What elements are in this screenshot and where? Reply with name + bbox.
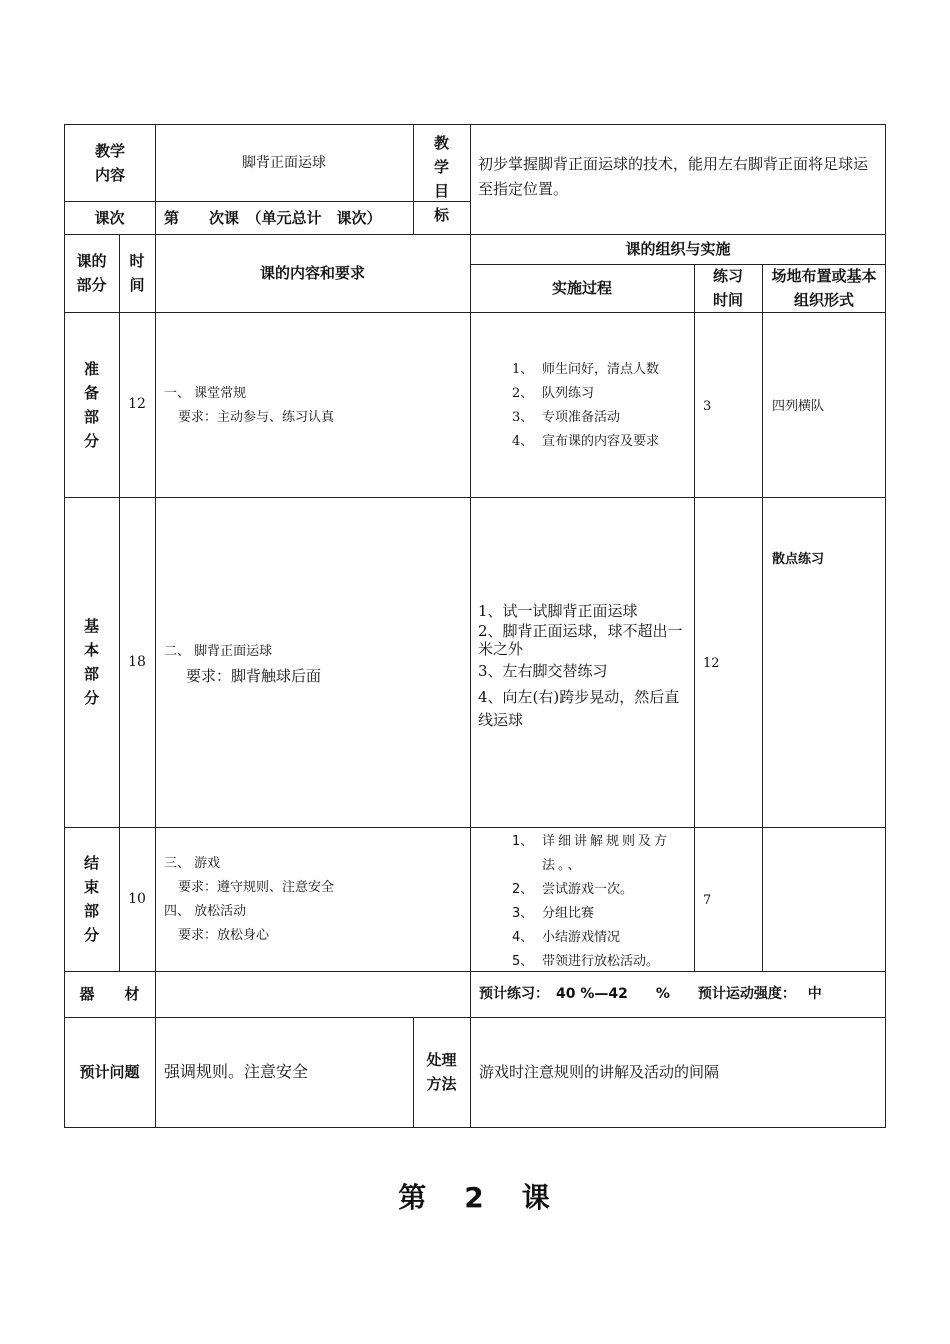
list-item: 2、 队列练习	[512, 386, 595, 401]
list-item: 3、 分组比赛	[512, 906, 595, 921]
col-process: 实施过程	[551, 279, 612, 297]
lesson-no-value: 第 次课 （单元总计 课次）	[164, 208, 382, 227]
row-main-practice-time: 12	[703, 656, 720, 671]
issues-value: 强调规则。注意安全	[164, 1062, 309, 1082]
equipment-label: 器 材	[79, 985, 140, 1003]
row-end-time: 10	[128, 890, 146, 907]
row-main-part: 基本部分	[83, 617, 99, 707]
teach-goal-value: 初步掌握脚背正面运球的技术，能用左右脚背正面将足球运至指定位置。	[478, 155, 869, 198]
list-item: 4、向左(右)跨步晃动，然后直线运球	[478, 688, 680, 729]
teach-goal-label: 教学目标	[433, 134, 449, 224]
col-org-group: 课的组织与实施	[625, 240, 731, 258]
handling-label: 处理方法	[426, 1051, 457, 1093]
content-line: 要求：脚背触球后面	[186, 667, 322, 685]
next-lesson-title: 第 2 课	[398, 1181, 552, 1214]
row-main-content	[164, 640, 464, 688]
row-end-part: 结束部分	[83, 854, 99, 944]
list-item: 4、 小结游戏情况	[512, 930, 621, 945]
row-prep-part: 准备部分	[83, 359, 99, 450]
list-item: 4、 宣布课的内容及要求	[512, 434, 660, 449]
content-line: 一、 课堂常规	[164, 386, 247, 401]
content-line: 四、 放松活动	[164, 904, 247, 919]
equipment-summary: 预计练习： 40 %—42 % 预计运动强度： 中	[479, 985, 822, 1002]
content-line: 要求：主动参与、练习认真	[178, 410, 335, 425]
lesson-no-label: 课次	[94, 208, 125, 227]
list-item: 3、 专项准备活动	[512, 410, 621, 425]
list-item: 3、左右脚交替练习	[478, 662, 608, 680]
row-end-practice-time: 7	[703, 893, 712, 908]
content-line: 三、 游戏	[164, 856, 221, 871]
col-formation: 场地布置或基本组织形式	[771, 267, 877, 309]
row-end-steps	[512, 830, 690, 974]
row-main-steps	[478, 602, 690, 732]
list-item: 1、试一试脚背正面运球	[478, 602, 638, 620]
col-content: 课的内容和要求	[259, 264, 365, 282]
row-prep-steps	[512, 358, 692, 454]
list-item: 1、 师生问好，清点人数	[512, 362, 660, 377]
list-item: 5、 带领进行放松活动。	[512, 954, 660, 969]
col-time: 时间	[129, 252, 145, 294]
col-practice-time: 练习时间	[712, 267, 743, 309]
row-prep-formation: 四列横队	[772, 399, 825, 414]
list-item: 2、 尝试游戏一次。	[512, 882, 634, 897]
content-line: 二、 脚背正面运球	[164, 644, 273, 659]
row-main-time: 18	[128, 653, 146, 670]
handling-value: 游戏时注意规则的讲解及活动的间隔	[479, 1063, 720, 1081]
row-prep-time: 12	[128, 396, 146, 413]
teach-content-label: 教学内容	[94, 141, 125, 184]
row-prep-practice-time: 3	[703, 399, 712, 414]
teach-content-value: 脚背正面运球	[242, 155, 326, 171]
row-prep-content	[164, 382, 464, 430]
list-item: 2、脚背正面运球，球不超出一米之外	[478, 622, 683, 658]
issues-label: 预计问题	[79, 1063, 140, 1081]
col-part: 课的部分	[76, 252, 107, 294]
row-main-formation: 散点练习	[772, 552, 825, 567]
content-line: 要求：放松身心	[178, 928, 270, 943]
equipment-value	[164, 971, 464, 1017]
content-line: 要求：遵守规则、注意安全	[178, 880, 335, 895]
row-end-content	[164, 852, 464, 948]
list-item: 1、 详细讲解规则及方法。、	[512, 834, 671, 873]
